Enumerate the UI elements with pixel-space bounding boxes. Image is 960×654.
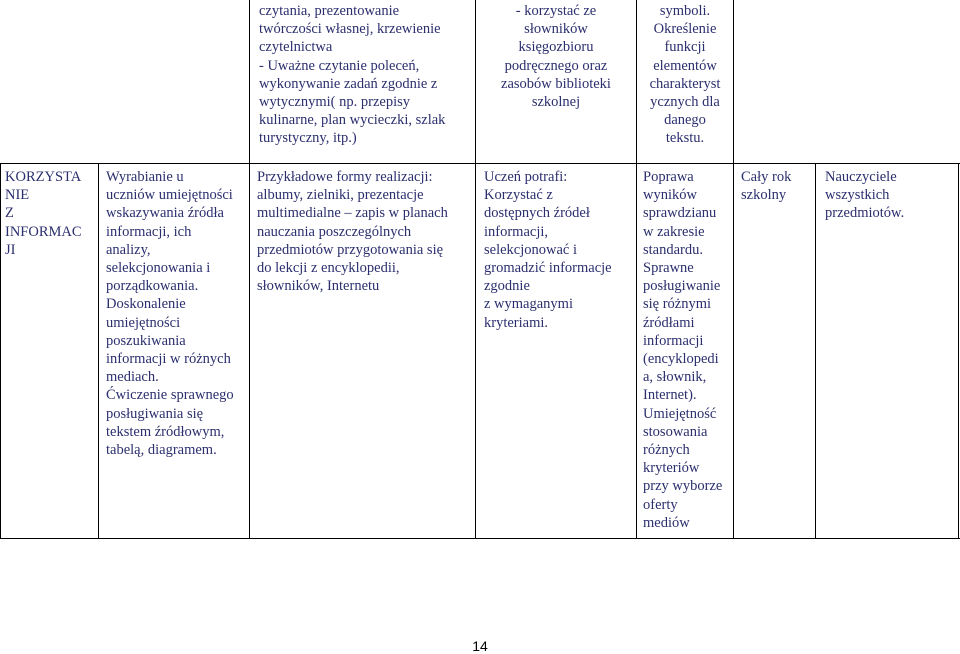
grid-line: [733, 0, 734, 163]
page-number: 14: [472, 638, 488, 654]
grid-line: [0, 163, 960, 164]
grid-line: [636, 0, 637, 163]
cell-time: Cały rok szkolny: [741, 169, 792, 204]
cell-objectives: Wyrabianie u uczniów umiejętności wskazywania źródła informacji, ich analizy, selekcjonowania i porządkowania. Doskonalenie umiejętności poszukiwania informacji w różnych mediach. Ćwiczenie sprawnego posługiwania się tekstem źródłowym, tabelą, diagramem.: [106, 169, 234, 459]
cell-evaluation-continued: symboli. Określenie funkcji elementów charakteryst ycznych dla danego tekstu.: [649, 3, 721, 147]
cell-forms-continued: czytania, prezentowanie twórczości własnej, krzewienie czytelnictwa - Uważne czytanie poleceń, wykonywanie zadań zgodnie z wytycznymi( np. przepisy kulinarne, plan wycieczki, szlak turystyczny, itp.): [259, 3, 446, 147]
grid-line: [958, 163, 959, 539]
grid-line: [475, 163, 476, 539]
cell-outcomes-continued: - korzystać ze słowników księgozbioru podręcznego oraz zasobów biblioteki szkolnej: [501, 3, 611, 111]
cell-evaluation: Poprawa wyników sprawdzianu w zakresie standardu. Sprawne posługiwanie się różnymi źródłami informacji (encyklopedi a, słownik, Internet). Umiejętność stosowania różnych kryteriów przy wyborze oferty mediów: [643, 169, 723, 531]
grid-line: [636, 163, 637, 539]
grid-line: [0, 538, 960, 539]
cell-forms: Przykładowe formy realizacji: albumy, zielniki, prezentacje multimedialne – zapis w planach nauczania poszczególnych przedmiotów przygotowania się do lekcji z encyklopedii, słowników, Internetu: [257, 169, 448, 295]
cell-responsible: Nauczyciele wszystkich przedmiotów.: [825, 169, 905, 222]
grid-line: [98, 163, 99, 539]
grid-line: [0, 163, 1, 539]
cell-topic: KORZYSTA NIE Z INFORMAC JI: [5, 169, 82, 258]
grid-line: [475, 0, 476, 163]
grid-line: [733, 163, 734, 539]
grid-line: [249, 0, 250, 163]
grid-line: [815, 163, 816, 539]
grid-line: [249, 163, 250, 539]
cell-outcomes: Uczeń potrafi: Korzystać z dostępnych źródeł informacji, selekcjonować i gromadzić informacje zgodnie z wymaganymi kryteriami.: [484, 169, 612, 331]
